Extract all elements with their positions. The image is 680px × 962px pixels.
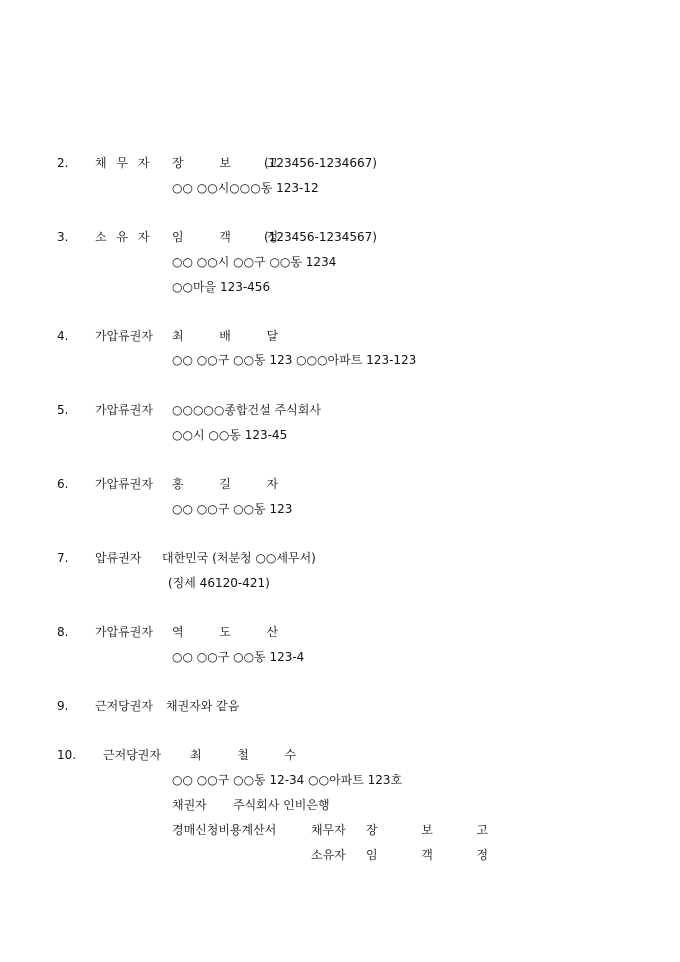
creditor-name: 주식회사 인비은행 — [233, 798, 330, 812]
entry-7-name: 대한민국 (처분청 ○○세무서) — [162, 551, 316, 565]
entry-6-name: 홍 길 자 — [172, 477, 279, 491]
entry-3-id: (123456-1234567) — [264, 230, 377, 244]
entry-2-address: ○○ ○○시○○○동 123-12 — [172, 181, 319, 195]
entry-5-role: 가압류권자 — [95, 403, 153, 417]
entry-6-number: 6. — [57, 477, 69, 491]
entry-4-address: ○○ ○○구 ○○동 123 ○○○아파트 123-123 — [172, 353, 417, 367]
entry-3-number: 3. — [57, 230, 69, 244]
entry-7-role: 압류권자 — [95, 551, 142, 565]
entry-2-id: (123456-1234667) — [264, 156, 377, 170]
entry-8-name: 역 도 산 — [172, 625, 279, 639]
entry-3-address-1: ○○ ○○시 ○○구 ○○동 1234 — [172, 255, 337, 269]
entry-3-name: 임 객 정 — [172, 230, 279, 244]
entry-10-name: 최 철 수 — [190, 748, 297, 762]
entry-2-name: 장 보 고 — [172, 156, 279, 170]
entry-9-number: 9. — [57, 699, 69, 713]
document-title: 경매신청비용계산서 — [172, 823, 277, 837]
entry-9-role: 근저당권자 — [95, 699, 153, 713]
entry-4-number: 4. — [57, 329, 69, 343]
owner-label: 소유자 — [311, 848, 346, 862]
entry-6-role: 가압류권자 — [95, 477, 153, 491]
entry-8-number: 8. — [57, 625, 69, 639]
entry-5-number: 5. — [57, 403, 69, 417]
entry-7-number: 7. — [57, 551, 69, 565]
entry-5-name: ○○○○○종합건설 주식회사 — [172, 403, 321, 417]
entry-2-role: 채 무 자 — [95, 156, 150, 170]
entry-4-role: 가압류권자 — [95, 329, 153, 343]
debtor-name: 장 보 고 — [366, 823, 489, 837]
entry-10-number: 10. — [57, 748, 77, 762]
entry-8-role: 가압류권자 — [95, 625, 153, 639]
entry-3-role: 소 유 자 — [95, 230, 150, 244]
entry-2-number: 2. — [57, 156, 69, 170]
entry-3-address-2: ○○마을 123-456 — [172, 280, 271, 294]
entry-8-address: ○○ ○○구 ○○동 123-4 — [172, 650, 305, 664]
entry-4-name: 최 배 달 — [172, 329, 279, 343]
entry-5-address: ○○시 ○○동 123-45 — [172, 428, 288, 442]
creditor-label: 채권자 — [172, 798, 207, 812]
owner-name: 임 객 정 — [366, 848, 489, 862]
entry-9-name: 채권자와 같음 — [166, 699, 240, 713]
entry-7-reference: (징세 46120-421) — [168, 576, 270, 590]
debtor-label: 채무자 — [311, 823, 346, 837]
entry-10-role: 근저당권자 — [103, 748, 161, 762]
entry-6-address: ○○ ○○구 ○○동 123 — [172, 502, 293, 516]
entry-10-address: ○○ ○○구 ○○동 12-34 ○○아파트 123호 — [172, 773, 403, 787]
